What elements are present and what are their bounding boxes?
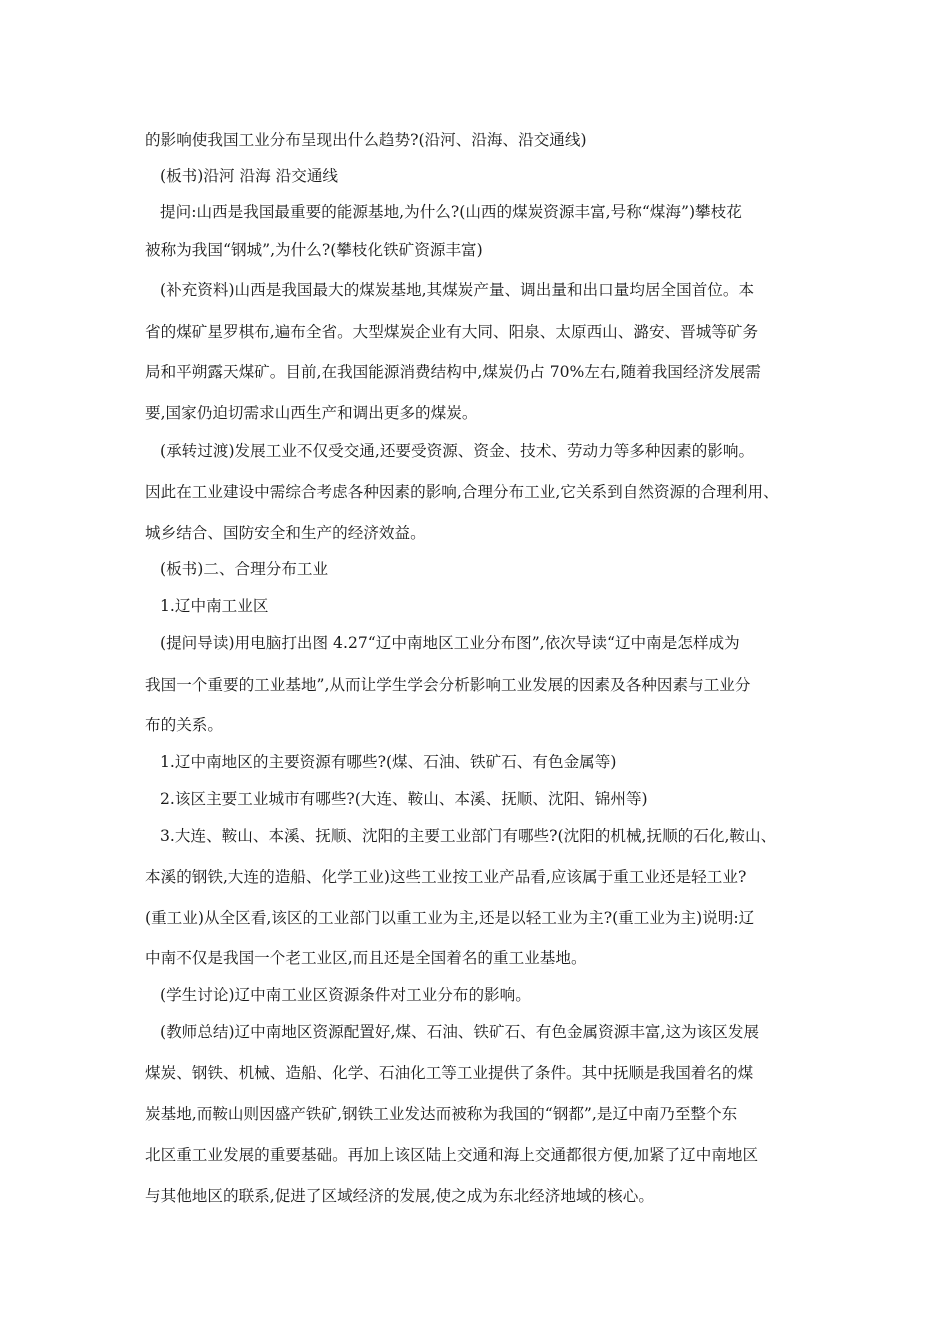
text-line: 2.该区主要工业城市有哪些?(大连、鞍山、本溪、抚顺、沈阳、锦州等) [160,790,648,808]
text-line: 煤炭、钢铁、机械、造船、化学、石油化工等工业提供了条件。其中抚顺是我国着名的煤 [145,1064,754,1082]
text-line: 3.大连、鞍山、本溪、抚顺、沈阳的主要工业部门有哪些?(沈阳的机械,抚顺的石化,鞍山、 [160,827,777,845]
text-line: 1.辽中南工业区 [160,597,269,615]
text-line: 与其他地区的联系,促进了区域经济的发展,使之成为东北经济地域的核心。 [145,1187,654,1205]
text-line: 被称为我国“钢城”,为什么?(攀枝化铁矿资源丰富) [145,241,483,259]
text-line: (板书)沿河 沿海 沿交通线 [160,167,339,185]
text-line: 的影响使我国工业分布呈现出什么趋势?(沿河、沿海、沿交通线) [145,131,587,149]
text-line: (教师总结)辽中南地区资源配置好,煤、石油、铁矿石、有色金属资源丰富,这为该区发展 [160,1023,760,1041]
text-line: 中南不仅是我国一个老工业区,而且还是全国着名的重工业基地。 [145,949,587,967]
text-line: 我国一个重要的工业基地”,从而让学生学会分析影响工业发展的因素及各种因素与工业分 [145,676,751,694]
text-line: 布的关系。 [145,716,223,734]
text-line: (板书)二、合理分布工业 [160,560,329,578]
text-line: 本溪的钢铁,大连的造船、化学工业)这些工业按工业产品看,应该属于重工业还是轻工业? [145,868,747,886]
text-line: (学生讨论)辽中南工业区资源条件对工业分布的影响。 [160,986,531,1004]
text-line: (提问导读)用电脑打出图 4.27“辽中南地区工业分布图”,依次导读“辽中南是怎样成为 [160,634,740,652]
text-line: 提问:山西是我国最重要的能源基地,为什么?(山西的煤炭资源丰富,号称“煤海”)攀枝花 [160,203,742,221]
text-line: 城乡结合、国防安全和生产的经济效益。 [145,524,426,542]
text-line: (补充资料)山西是我国最大的煤炭基地,其煤炭产量、调出量和出口量均居全国首位。本 [160,281,755,299]
text-line: 省的煤矿星罗棋布,遍布全省。大型煤炭企业有大同、阳泉、太原西山、潞安、晋城等矿务 [145,323,759,341]
text-line: (重工业)从全区看,该区的工业部门以重工业为主,还是以轻工业为主?(重工业为主)说明:辽 [145,909,755,927]
text-line: (承转过渡)发展工业不仅受交通,还要受资源、资金、技术、劳动力等多种因素的影响。 [160,442,755,460]
text-line: 要,国家仍迫切需求山西生产和调出更多的煤炭。 [145,404,478,422]
text-line: 因此在工业建设中需综合考虑各种因素的影响,合理分布工业,它关系到自然资源的合理利用、 [145,483,779,501]
text-line: 1.辽中南地区的主要资源有哪些?(煤、石油、铁矿石、有色金属等) [160,753,617,771]
text-line: 北区重工业发展的重要基础。再加上该区陆上交通和海上交通都很方便,加紧了辽中南地区 [145,1146,759,1164]
text-line: 炭基地,而鞍山则因盛产铁矿,钢铁工业发达而被称为我国的“钢都”,是辽中南乃至整个东 [145,1105,738,1123]
text-line: 局和平朔露天煤矿。目前,在我国能源消费结构中,煤炭仍占 70%左右,随着我国经济发展需 [145,363,761,381]
